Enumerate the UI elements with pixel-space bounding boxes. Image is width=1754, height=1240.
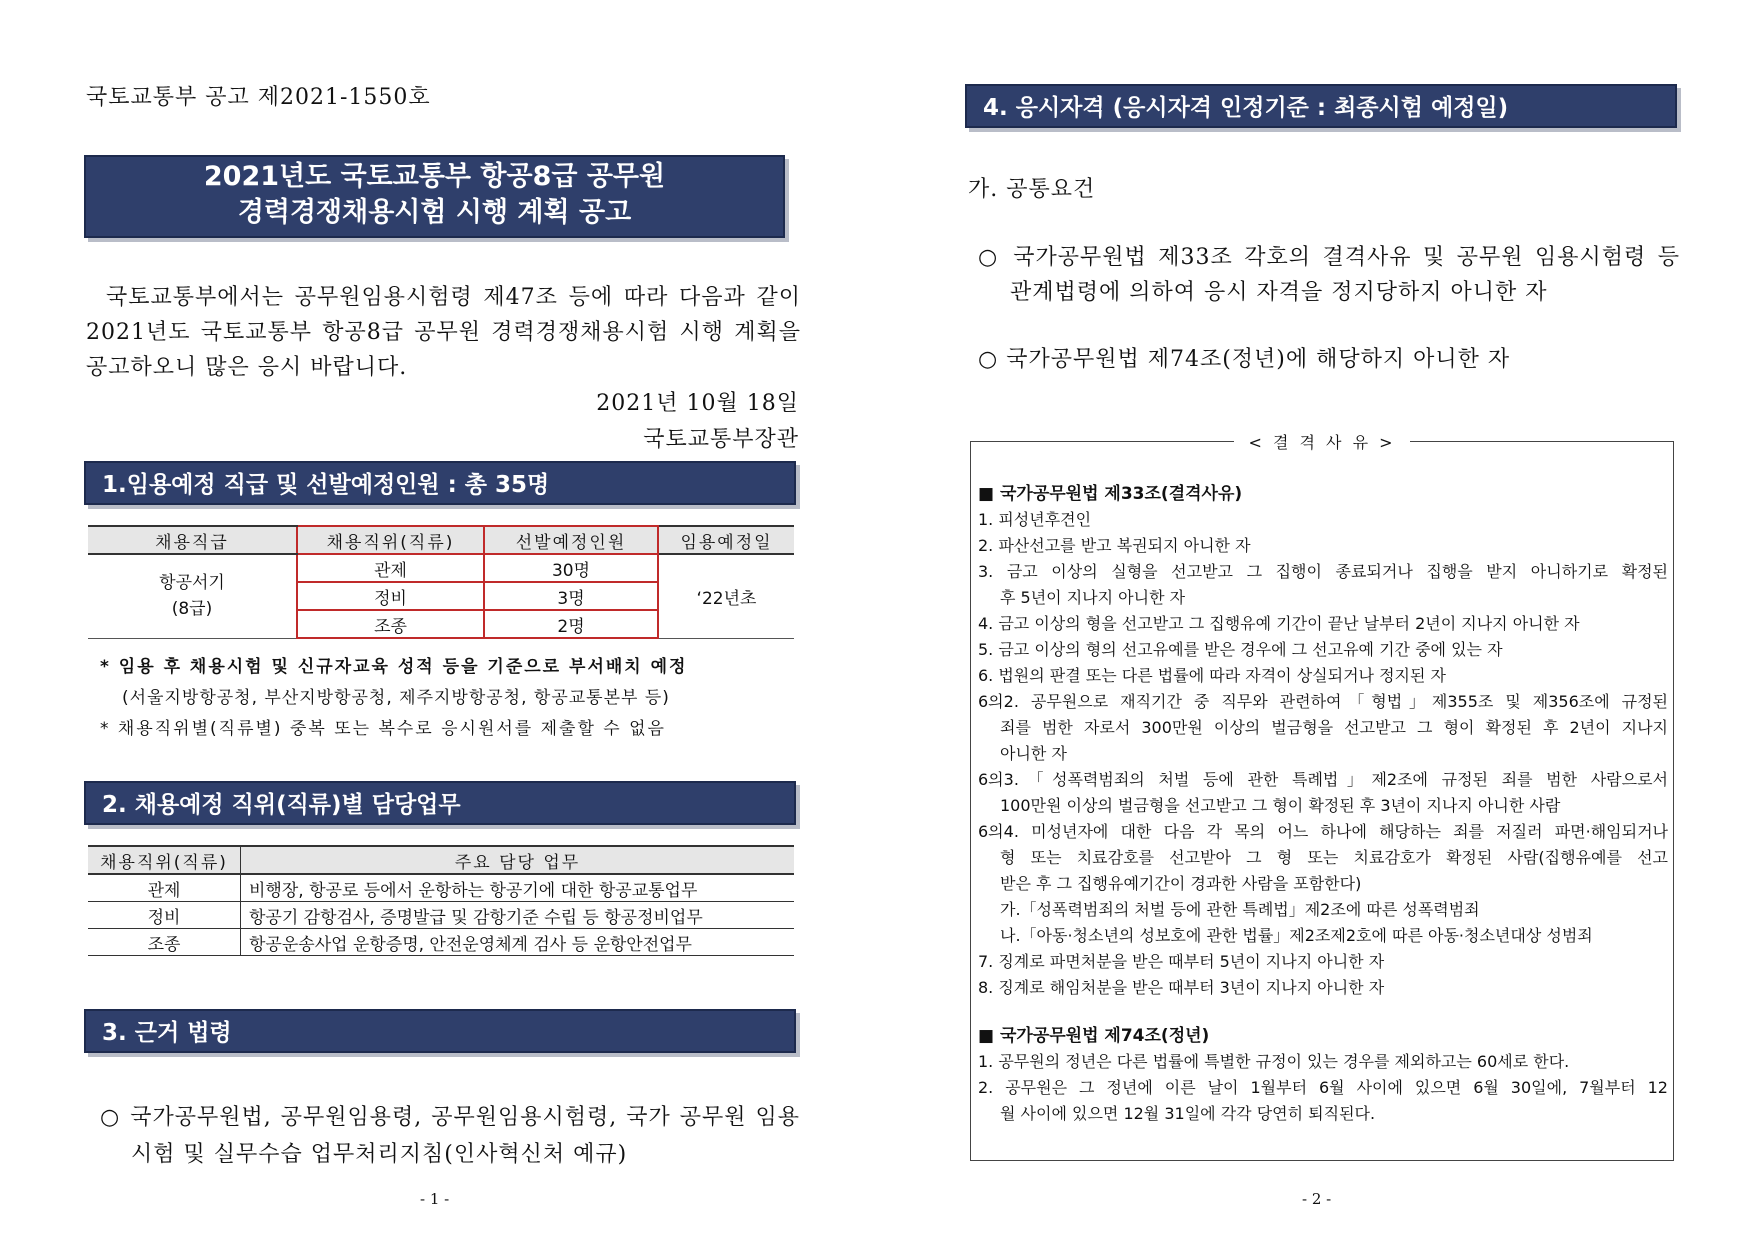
disqualification-content [978,481,1668,1127]
requirement-1-line-2: 관계법령에 의하여 응시 자격을 정지당하지 아니한 자 [1010,280,1548,305]
count-cell: 3명 [484,582,658,610]
count-cell: 2명 [484,610,658,638]
section-1-title: 1.임용예정 직급 및 선발예정인원 : 총 35명 [102,472,550,498]
intro-line-1: 국토교통부에서는 공무원임용시험령 제47조 등에 따라 다음과 같이 [106,285,801,310]
section-2-header [84,781,796,825]
note-1: * 임용 후 채용시험 및 신규자교육 성적 등을 기준으로 부서배치 예정 [100,657,688,677]
requirement-2: ○ 국가공무원법 제74조(정년)에 해당하지 아니한 자 [978,347,1511,372]
list-item: 1. 피성년후견인 [978,510,1092,529]
list-item: 월 사이에 있으면 12월 31일에 각각 당연히 퇴직된다. [1000,1104,1376,1123]
position-cell: 관제 [88,874,241,902]
page-number-2: - 2 - [1302,1190,1332,1208]
section-3-title: 3. 근거 법령 [102,1020,232,1046]
page-number-1: - 1 - [420,1190,450,1208]
article-74-heading: ■ 국가공무원법 제74조(정년) [978,1026,1210,1046]
note-2: * 채용직위별(직류별) 중복 또는 복수로 응시원서를 제출할 수 없음 [100,719,666,739]
list-item: 4. 금고 이상의 형을 선고받고 그 집행유예 기간이 끝난 날부터 2년이 지나지 아니한 자 [978,614,1580,633]
section-2-title: 2. 채용예정 직위(직류)별 담당업무 [102,792,461,818]
list-item: 8. 징계로 해임처분을 받은 때부터 3년이 지나지 아니한 자 [978,978,1385,997]
table-row [88,902,794,929]
list-item: 1. 공무원의 정년은 다른 법률에 특별한 규정이 있는 경우를 제외하고는 60세로 한다. [978,1052,1570,1071]
document-title-banner [84,155,785,238]
common-requirements-heading: 가. 공통요건 [968,177,1096,202]
list-item: 6의2. 공무원으로 재직기간 중 직무와 관련하여「형법」제355조 및 제356조에 규정된 [978,692,1668,711]
table-row [88,554,794,582]
position-cell: 관제 [297,554,484,582]
title-line-2: 경력경쟁채용시험 시행 계획 공고 [237,197,632,228]
duty-cell: 비행장, 항공로 등에서 운항하는 항공기에 대한 항공교통업무 [241,874,795,902]
grade-name: 항공서기 [159,573,225,594]
intro-line-2: 2021년도 국토교통부 항공8급 공무원 경력경쟁채용시험 시행 계획을 [86,320,801,345]
disqualification-box-title-wrap [970,430,1674,453]
position-cell: 조종 [88,929,241,956]
position-cell: 조종 [297,610,484,638]
list-item: 죄를 범한 자로서 300만원 이상의 벌금형을 선고받고 그 형이 확정된 후 2년이 지나지 [1000,718,1668,737]
list-item: 100만원 이상의 벌금형을 선고받고 그 형이 확정된 후 3년이 지나지 아니한 사람 [1000,796,1561,815]
table-row [88,874,794,902]
header-grade: 채용직급 [88,526,297,554]
grade-cell [88,554,297,638]
duty-cell: 항공운송사업 운항증명, 안전운영체계 검사 등 운항안전업무 [241,929,795,956]
list-item: 가.「성폭력범죄의 처벌 등에 관한 특례법」제2조에 따른 성폭력범죄 [1000,900,1480,919]
intro-line-3: 공고하오니 많은 응시 바랍니다. [86,355,408,380]
list-item: 6. 법원의 판결 또는 다른 법률에 따라 자격이 상실되거나 정지된 자 [978,666,1446,685]
section-1-header [84,461,796,505]
position-cell: 정비 [297,582,484,610]
disqualification-box-title: < 결 격 사 유 > [1234,433,1409,452]
requirement-1-line-1: ○ 국가공무원법 제33조 각호의 결격사유 및 공무원 임용시험령 등 [978,245,1680,270]
table-row [88,929,794,956]
header-position: 채용직위(직류) [88,846,241,874]
duties-table [88,845,794,956]
title-line-1: 2021년도 국토교통부 항공8급 공무원 [203,161,666,192]
section-4-title: 4. 응시자격 (응시자격 인정기준 : 최종시험 예정일) [983,95,1509,121]
notice-date: 2021년 10월 18일 [596,391,799,416]
header-appointment: 임용예정일 [658,526,794,554]
list-item: 7. 징계로 파면처분을 받은 때부터 5년이 지나지 아니한 자 [978,952,1385,971]
duty-cell: 항공기 감항검사, 증명발급 및 감항기준 수립 등 항공정비업무 [241,902,795,929]
list-item: 형 또는 치료감호를 선고받아 그 형 또는 치료감호가 확정된 사람(집행유예를 선고 [1000,848,1668,867]
notice-number: 국토교통부 공고 제2021-1550호 [86,85,431,110]
count-cell: 30명 [484,554,658,582]
note-1-sub: (서울지방항공청, 부산지방항공청, 제주지방항공청, 항공교통본부 등) [122,688,670,708]
list-item: 2. 공무원은 그 정년에 이른 날이 1월부터 6월 사이에 있으면 6월 30일에, 7월부터 12 [978,1078,1668,1097]
list-item: 3. 금고 이상의 실형을 선고받고 그 집행이 종료되거나 집행을 받지 아니하기로 확정된 [978,562,1668,581]
section-4-header [965,84,1677,128]
list-item: 나.「아동·청소년의 성보호에 관한 법률」제2조제2호에 따른 아동·청소년대상 성범죄 [1000,926,1593,945]
header-count: 선발예정인원 [484,526,658,554]
list-item: 6의4. 미성년자에 대한 다음 각 목의 어느 하나에 해당하는 죄를 저질러 파면·해임되거나 [978,822,1668,841]
section-3-header [84,1009,796,1053]
position-cell: 정비 [88,902,241,929]
legal-basis-line-2: 시험 및 실무수습 업무처리지침(인사혁신처 예규) [131,1142,628,1167]
list-item: 6의3.「성폭력범죄의 처벌 등에 관한 특례법」제2조에 규정된 죄를 범한 사람으로서 [978,770,1668,789]
list-item: 아니한 자 [1000,744,1067,763]
article-33-heading: ■ 국가공무원법 제33조(결격사유) [978,484,1243,504]
header-position: 채용직위(직류) [297,526,484,554]
list-item: 후 5년이 지나지 아니한 자 [1000,588,1186,607]
list-item: 2. 파산선고를 받고 복권되지 아니한 자 [978,536,1251,555]
list-item: 받은 후 그 집행유예기간이 경과한 사람을 포함한다) [1000,874,1362,893]
legal-basis-line-1: ○ 국가공무원법, 공무원임용령, 공무원임용시험령, 국가 공무원 임용 [100,1105,800,1130]
appointment-cell: ‘22년초 [658,554,794,638]
list-item: 5. 금고 이상의 형의 선고유예를 받은 경우에 그 선고유예 기간 중에 있는 자 [978,640,1503,659]
grade-level: (8급) [171,599,213,620]
header-duty: 주요 담당 업무 [241,846,795,874]
signer: 국토교통부장관 [643,427,799,452]
staffing-table [88,525,794,639]
